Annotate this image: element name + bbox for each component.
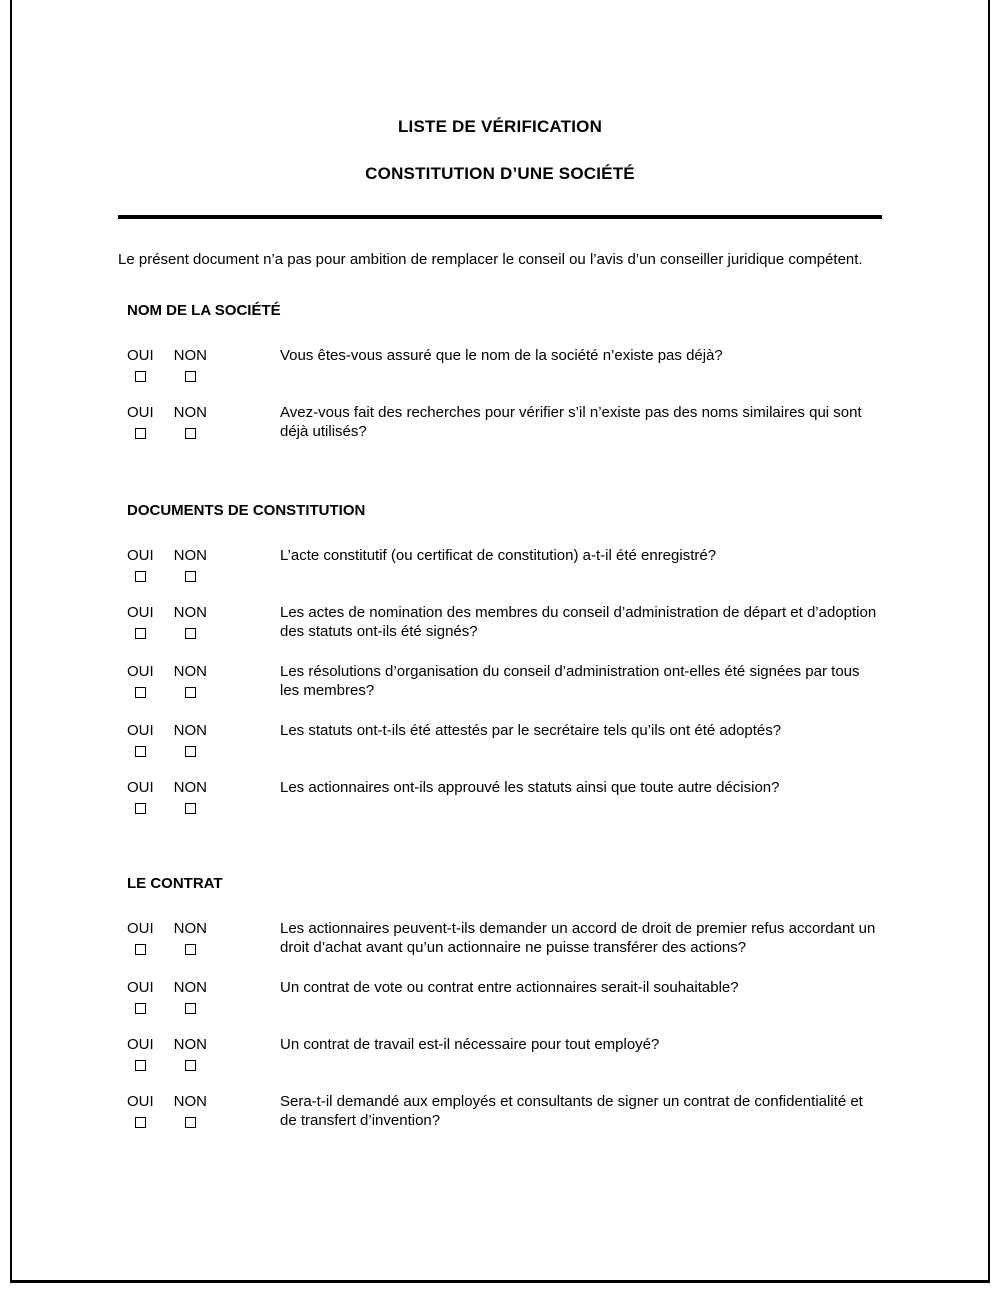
non-column [174, 546, 207, 582]
non-checkbox[interactable] [185, 1060, 196, 1071]
oui-label: OUI [127, 347, 154, 364]
non-label: NON [173, 920, 208, 937]
oui-column [127, 978, 154, 1014]
oui-checkbox[interactable] [135, 1117, 146, 1128]
non-label: NON [173, 347, 208, 364]
oui-label: OUI [127, 779, 154, 796]
oui-column [127, 603, 154, 639]
yes-no-group [127, 1092, 280, 1128]
non-label: NON [173, 604, 208, 621]
yes-no-group [127, 721, 280, 757]
non-checkbox[interactable] [185, 428, 196, 439]
oui-checkbox[interactable] [135, 571, 146, 582]
oui-label: OUI [127, 547, 154, 564]
checklist-item [127, 1092, 882, 1130]
question-text: Un contrat de vote ou contrat entre actionnaires serait-il souhaitable? [280, 979, 739, 996]
oui-column [127, 778, 154, 814]
non-column [174, 662, 207, 698]
checklist-item [127, 1035, 882, 1071]
non-column [174, 403, 207, 439]
checklist-item [127, 721, 882, 757]
yes-no-group [127, 919, 280, 955]
oui-label: OUI [127, 920, 154, 937]
sections-container [118, 302, 882, 1130]
title-divider [118, 215, 882, 219]
oui-checkbox[interactable] [135, 746, 146, 757]
oui-checkbox[interactable] [135, 428, 146, 439]
question-text: Les statuts ont-t-ils été attestés par le secrétaire tels qu’ils ont été adoptés? [280, 722, 782, 739]
non-label: NON [173, 404, 208, 421]
yes-no-group [127, 1035, 280, 1071]
checklist-section [118, 302, 882, 441]
document-title: LISTE DE VÉRIFICATION [397, 117, 603, 136]
oui-checkbox[interactable] [135, 1003, 146, 1014]
oui-label: OUI [127, 979, 154, 996]
question-text: L’acte constitutif (ou certificat de constitution) a-t-il été enregistré? [280, 547, 717, 564]
oui-column [127, 662, 154, 698]
section-heading: DOCUMENTS DE CONSTITUTION [127, 502, 366, 519]
non-label: NON [173, 722, 208, 739]
intro-paragraph: Le présent document n’a pas pour ambition de remplacer le conseil ou l’avis d’un conseiller juridique compétent. [118, 251, 863, 268]
non-column [174, 978, 207, 1014]
question-text: Les résolutions d’organisation du conseil d’administration ont-elles été signées par tous les membres? [280, 663, 860, 699]
question-text: Un contrat de travail est-il nécessaire pour tout employé? [280, 1036, 660, 1053]
non-checkbox[interactable] [185, 371, 196, 382]
oui-checkbox[interactable] [135, 803, 146, 814]
oui-column [127, 721, 154, 757]
yes-no-group [127, 778, 280, 814]
checklist-item [127, 662, 882, 700]
non-column [174, 919, 207, 955]
non-label: NON [173, 779, 208, 796]
question-text: Sera-t-il demandé aux employés et consultants de signer un contrat de confidentialité et de transfert d’invention? [280, 1093, 863, 1129]
non-checkbox[interactable] [185, 1003, 196, 1014]
checklist-section [118, 875, 882, 1130]
non-column [174, 603, 207, 639]
non-checkbox[interactable] [185, 803, 196, 814]
checklist-item [127, 546, 882, 582]
checklist-item [127, 919, 882, 957]
yes-no-group [127, 662, 280, 698]
document-subtitle: CONSTITUTION D’UNE SOCIÉTÉ [365, 164, 635, 183]
oui-label: OUI [127, 722, 154, 739]
checklist-item [127, 978, 882, 1014]
yes-no-group [127, 978, 280, 1014]
section-items [118, 919, 882, 1130]
non-checkbox[interactable] [185, 687, 196, 698]
non-checkbox[interactable] [185, 571, 196, 582]
yes-no-group [127, 546, 280, 582]
oui-label: OUI [127, 1093, 154, 1110]
non-column [174, 778, 207, 814]
yes-no-group [127, 403, 280, 439]
question-text: Les actionnaires ont-ils approuvé les statuts ainsi que toute autre décision? [280, 779, 780, 796]
non-column [174, 1035, 207, 1071]
non-label: NON [173, 1036, 208, 1053]
section-heading: NOM DE LA SOCIÉTÉ [127, 302, 281, 319]
oui-checkbox[interactable] [135, 687, 146, 698]
non-checkbox[interactable] [185, 628, 196, 639]
oui-checkbox[interactable] [135, 944, 146, 955]
checklist-section [118, 502, 882, 814]
oui-column [127, 1092, 154, 1128]
section-items [118, 546, 882, 814]
oui-column [127, 346, 154, 382]
yes-no-group [127, 603, 280, 639]
section-items [118, 346, 882, 441]
checklist-item [127, 603, 882, 641]
non-column [174, 346, 207, 382]
oui-column [127, 1035, 154, 1071]
non-checkbox[interactable] [185, 746, 196, 757]
question-text: Les actes de nomination des membres du conseil d’administration de départ et d’adoption des statuts ont-ils été signés? [280, 604, 877, 640]
oui-label: OUI [127, 663, 154, 680]
non-column [174, 721, 207, 757]
non-column [174, 1092, 207, 1128]
question-text: Les actionnaires peuvent-t-ils demander un accord de droit de premier refus accordant un droit d’achat avant qu’un actionnaire ne puisse transférer des actions? [280, 920, 876, 956]
non-checkbox[interactable] [185, 1117, 196, 1128]
non-checkbox[interactable] [185, 944, 196, 955]
non-label: NON [173, 979, 208, 996]
checklist-item [127, 403, 882, 441]
oui-column [127, 403, 154, 439]
oui-label: OUI [127, 1036, 154, 1053]
oui-label: OUI [127, 604, 154, 621]
oui-checkbox[interactable] [135, 1060, 146, 1071]
non-label: NON [173, 663, 208, 680]
section-heading: LE CONTRAT [127, 875, 223, 892]
oui-checkbox[interactable] [135, 371, 146, 382]
oui-label: OUI [127, 404, 154, 421]
question-text: Vous êtes-vous assuré que le nom de la société n’existe pas déjà? [280, 347, 723, 364]
checklist-item [127, 778, 882, 814]
non-label: NON [173, 1093, 208, 1110]
document-body [118, 0, 882, 1151]
oui-column [127, 919, 154, 955]
oui-checkbox[interactable] [135, 628, 146, 639]
oui-column [127, 546, 154, 582]
non-label: NON [173, 547, 208, 564]
question-text: Avez-vous fait des recherches pour vérifier s’il n’existe pas des noms similaires qui sont déjà utilisés? [280, 404, 862, 440]
checklist-item [127, 346, 882, 382]
yes-no-group [127, 346, 280, 382]
